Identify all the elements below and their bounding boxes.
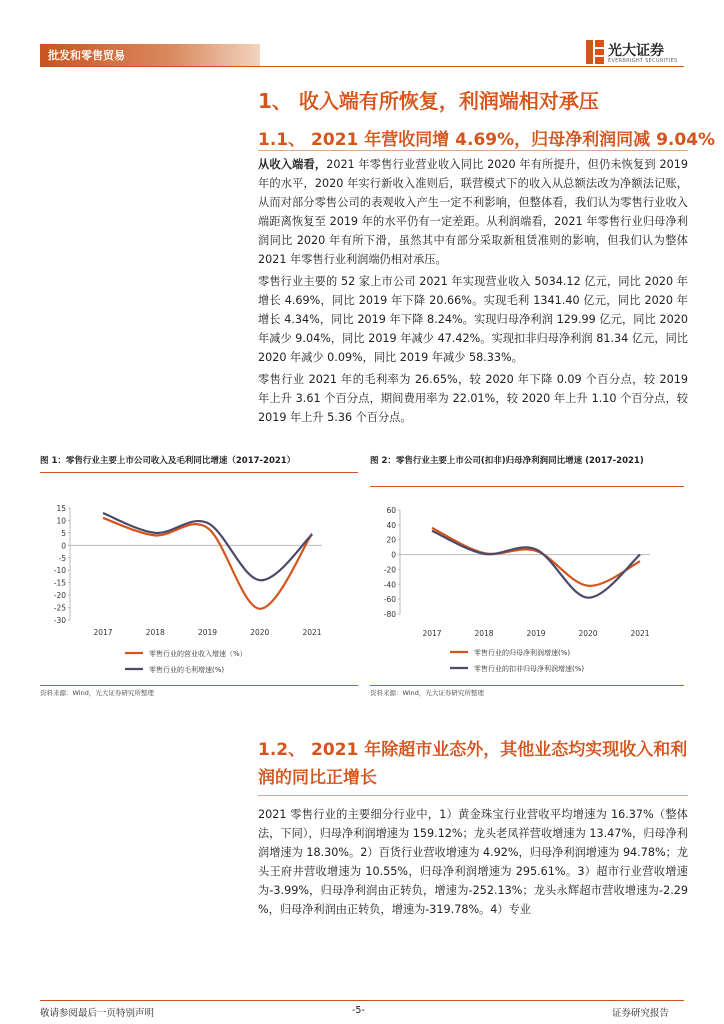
- chart2-x-tick-label: 2021: [630, 629, 650, 638]
- chart2-legend-label-0: 零售行业的归母净利润增速(%): [474, 649, 571, 657]
- chart1-y-tick-label: 10: [56, 516, 66, 526]
- brand-name-cn: 光大证券: [608, 43, 664, 59]
- chart1-y-tick-label: -30: [53, 616, 66, 625]
- chart1-y-tick-label: -25: [53, 603, 66, 613]
- figure-1-source: 资料来源：Wind，光大证券研究所整理: [40, 689, 154, 697]
- chart2-x-tick-label: 2018: [474, 629, 494, 638]
- paragraph-1-body: 2021 年零售行业营业收入同比 2020 年有所提升，但仍未恢复到 2019 年的水平，2020 年实行新收入准则后，联营模式下的收入从总额法改为净额法记账，从而对部分零售公司的表观收入产生一定不利影响，但整体看，我们认为零售行业收入端距离恢复至 2019 年的水平仍有一定差距。从利润端看，2021 年零售行业归母净利润同比 2020 年有所下滑，虽然其中有部分采取新租赁准则的影响，但我们认为整体 2021 年零售行业利润端仍相对承压。: [258, 158, 688, 266]
- chart1-x-tick-label: 2017: [93, 628, 113, 637]
- figure-1-chart: [40, 478, 358, 683]
- footer-disclaimer: 敬请参阅最后一页特别声明: [40, 1008, 155, 1019]
- paragraph-1: [258, 155, 688, 269]
- brand-name-en: EVERBRIGHT SECURITIES: [608, 58, 678, 64]
- figure-2-source: 资料来源：Wind，光大证券研究所整理: [370, 689, 484, 697]
- chart1-x-tick-label: 2020: [250, 628, 270, 637]
- chart1-x-tick-label: 2019: [197, 628, 218, 637]
- chart1-x-tick-label: 2018: [145, 628, 165, 637]
- chart1-y-tick-label: 5: [61, 528, 66, 538]
- figure-1-bottom-rule: [40, 685, 358, 686]
- chart2-y-tick-label: 0: [391, 550, 396, 560]
- figure-1-top-rule: [40, 472, 358, 473]
- figure-2-chart: [370, 490, 684, 683]
- figure-2-bottom-rule: [370, 685, 684, 686]
- chart2-y-tick-label: 60: [386, 506, 396, 515]
- paragraph-2: 零售行业主要的 52 家上市公司 2021 年实现营业收入 5034.12 亿元，同比 2020 年增长 4.69%，同比 2019 年下降 20.66%。实现毛利 1341.40 亿元，同比 2020 年增长 4.34%，同比 2019 年下降 8.24%。实现归母净利润 129.99 亿元，同比 2020 年减少 9.04%，同比 2019 年减少 47.42%。实现扣非归母净利润 81.34 亿元，同比 2020 年减少 0.09%，同比 2019 年减少 58.33%。: [258, 275, 688, 364]
- subsection-heading-1: 1.1、 2021 年营收同增 4.69%，归母净利润同减 9.04%: [258, 130, 716, 150]
- footer-report-type: 证券研究报告: [612, 1008, 670, 1019]
- chart1-series-0-line: [103, 518, 312, 609]
- page-number: -5-: [352, 1005, 365, 1016]
- everbright-logo-icon: [586, 40, 604, 64]
- chart1-y-tick-label: -5: [58, 553, 66, 563]
- chart2-y-tick-label: -40: [383, 580, 396, 590]
- chart2-series-0-line: [432, 528, 640, 586]
- chart2-y-tick-label: 40: [386, 520, 396, 530]
- chart1-y-tick-label: -20: [53, 591, 66, 601]
- heading-2-divider: [258, 795, 688, 796]
- paragraph-3: 零售行业 2021 年的毛利率为 26.65%，较 2020 年下降 0.09 个百分点，较 2019 年上升 3.61 个百分点，期间费用率为 22.01%，较 2020 年上升 1.10 个百分点，较 2019 年上升 5.36 个百分点。: [258, 373, 688, 424]
- paragraph-1-lead: 从收入端看，: [258, 158, 327, 171]
- chart1-legend-label-1: 零售行业的毛利增速(%): [149, 666, 225, 674]
- chart2-x-tick-label: 2019: [526, 629, 546, 638]
- figure-2-title: 图 2：零售行业主要上市公司(扣非)归母净利润同比增速 (2017-2021): [370, 456, 644, 466]
- chart1-series-1-line: [103, 513, 312, 580]
- section-label: 批发和零售贸易: [48, 49, 125, 62]
- subsection-heading-2: 1.2、 2021 年除超市业态外，其他业态均实现收入和利润的同比正增长: [258, 740, 688, 788]
- chart2-legend-label-1: 零售行业的扣非归母净利润增速(%): [474, 665, 585, 673]
- footer-divider: [40, 1000, 684, 1001]
- section-heading: 1、 收入端有所恢复，利润端相对承压: [258, 89, 599, 113]
- figure-1-title: 图 1：零售行业主要上市公司收入及毛利同比增速（2017-2021）: [40, 456, 296, 466]
- chart1-x-tick-label: 2021: [302, 628, 322, 637]
- section-banner: [40, 44, 260, 66]
- chart1-y-tick-label: 15: [56, 504, 66, 513]
- chart2-x-tick-label: 2020: [578, 629, 598, 638]
- paragraph-4: 2021 零售行业的主要细分行业中，1）黄金珠宝行业营收平均增速为 16.37%（整体法，下同），归母净利润增速为 159.12%；龙头老凤祥营收增速为 13.47%，归母净利润增速为 18.30%。2）百货行业营收增速为 4.92%，归母净利润增速为 94.78%；龙头王府井营收增速为 10.55%，归母净利润增速为 295.61%。3）超市行业营收增速为-3.99%，归母净利润由正转负，增速为-252.13%；龙头永辉超市营收增速为-2.29 %，归母净利润由正转负，增速为-319.78%。4）专业: [258, 808, 688, 916]
- chart2-series-1-line: [432, 531, 640, 598]
- heading-divider: [258, 150, 688, 151]
- chart2-y-tick-label: 20: [386, 535, 396, 545]
- figure-2-top-rule: [370, 486, 684, 487]
- chart1-y-tick-label: -10: [53, 566, 66, 576]
- chart2-y-tick-label: -60: [383, 595, 396, 605]
- chart2-y-tick-label: -80: [383, 610, 396, 619]
- brand-logo: [586, 38, 696, 68]
- chart1-y-tick-label: 0: [61, 541, 66, 551]
- chart1-legend-label-0: 零售行业的营业收入增速（%）: [149, 650, 247, 658]
- chart1-y-tick-label: -15: [53, 578, 66, 588]
- chart2-y-tick-label: -20: [383, 565, 396, 575]
- chart2-x-tick-label: 2017: [422, 629, 442, 638]
